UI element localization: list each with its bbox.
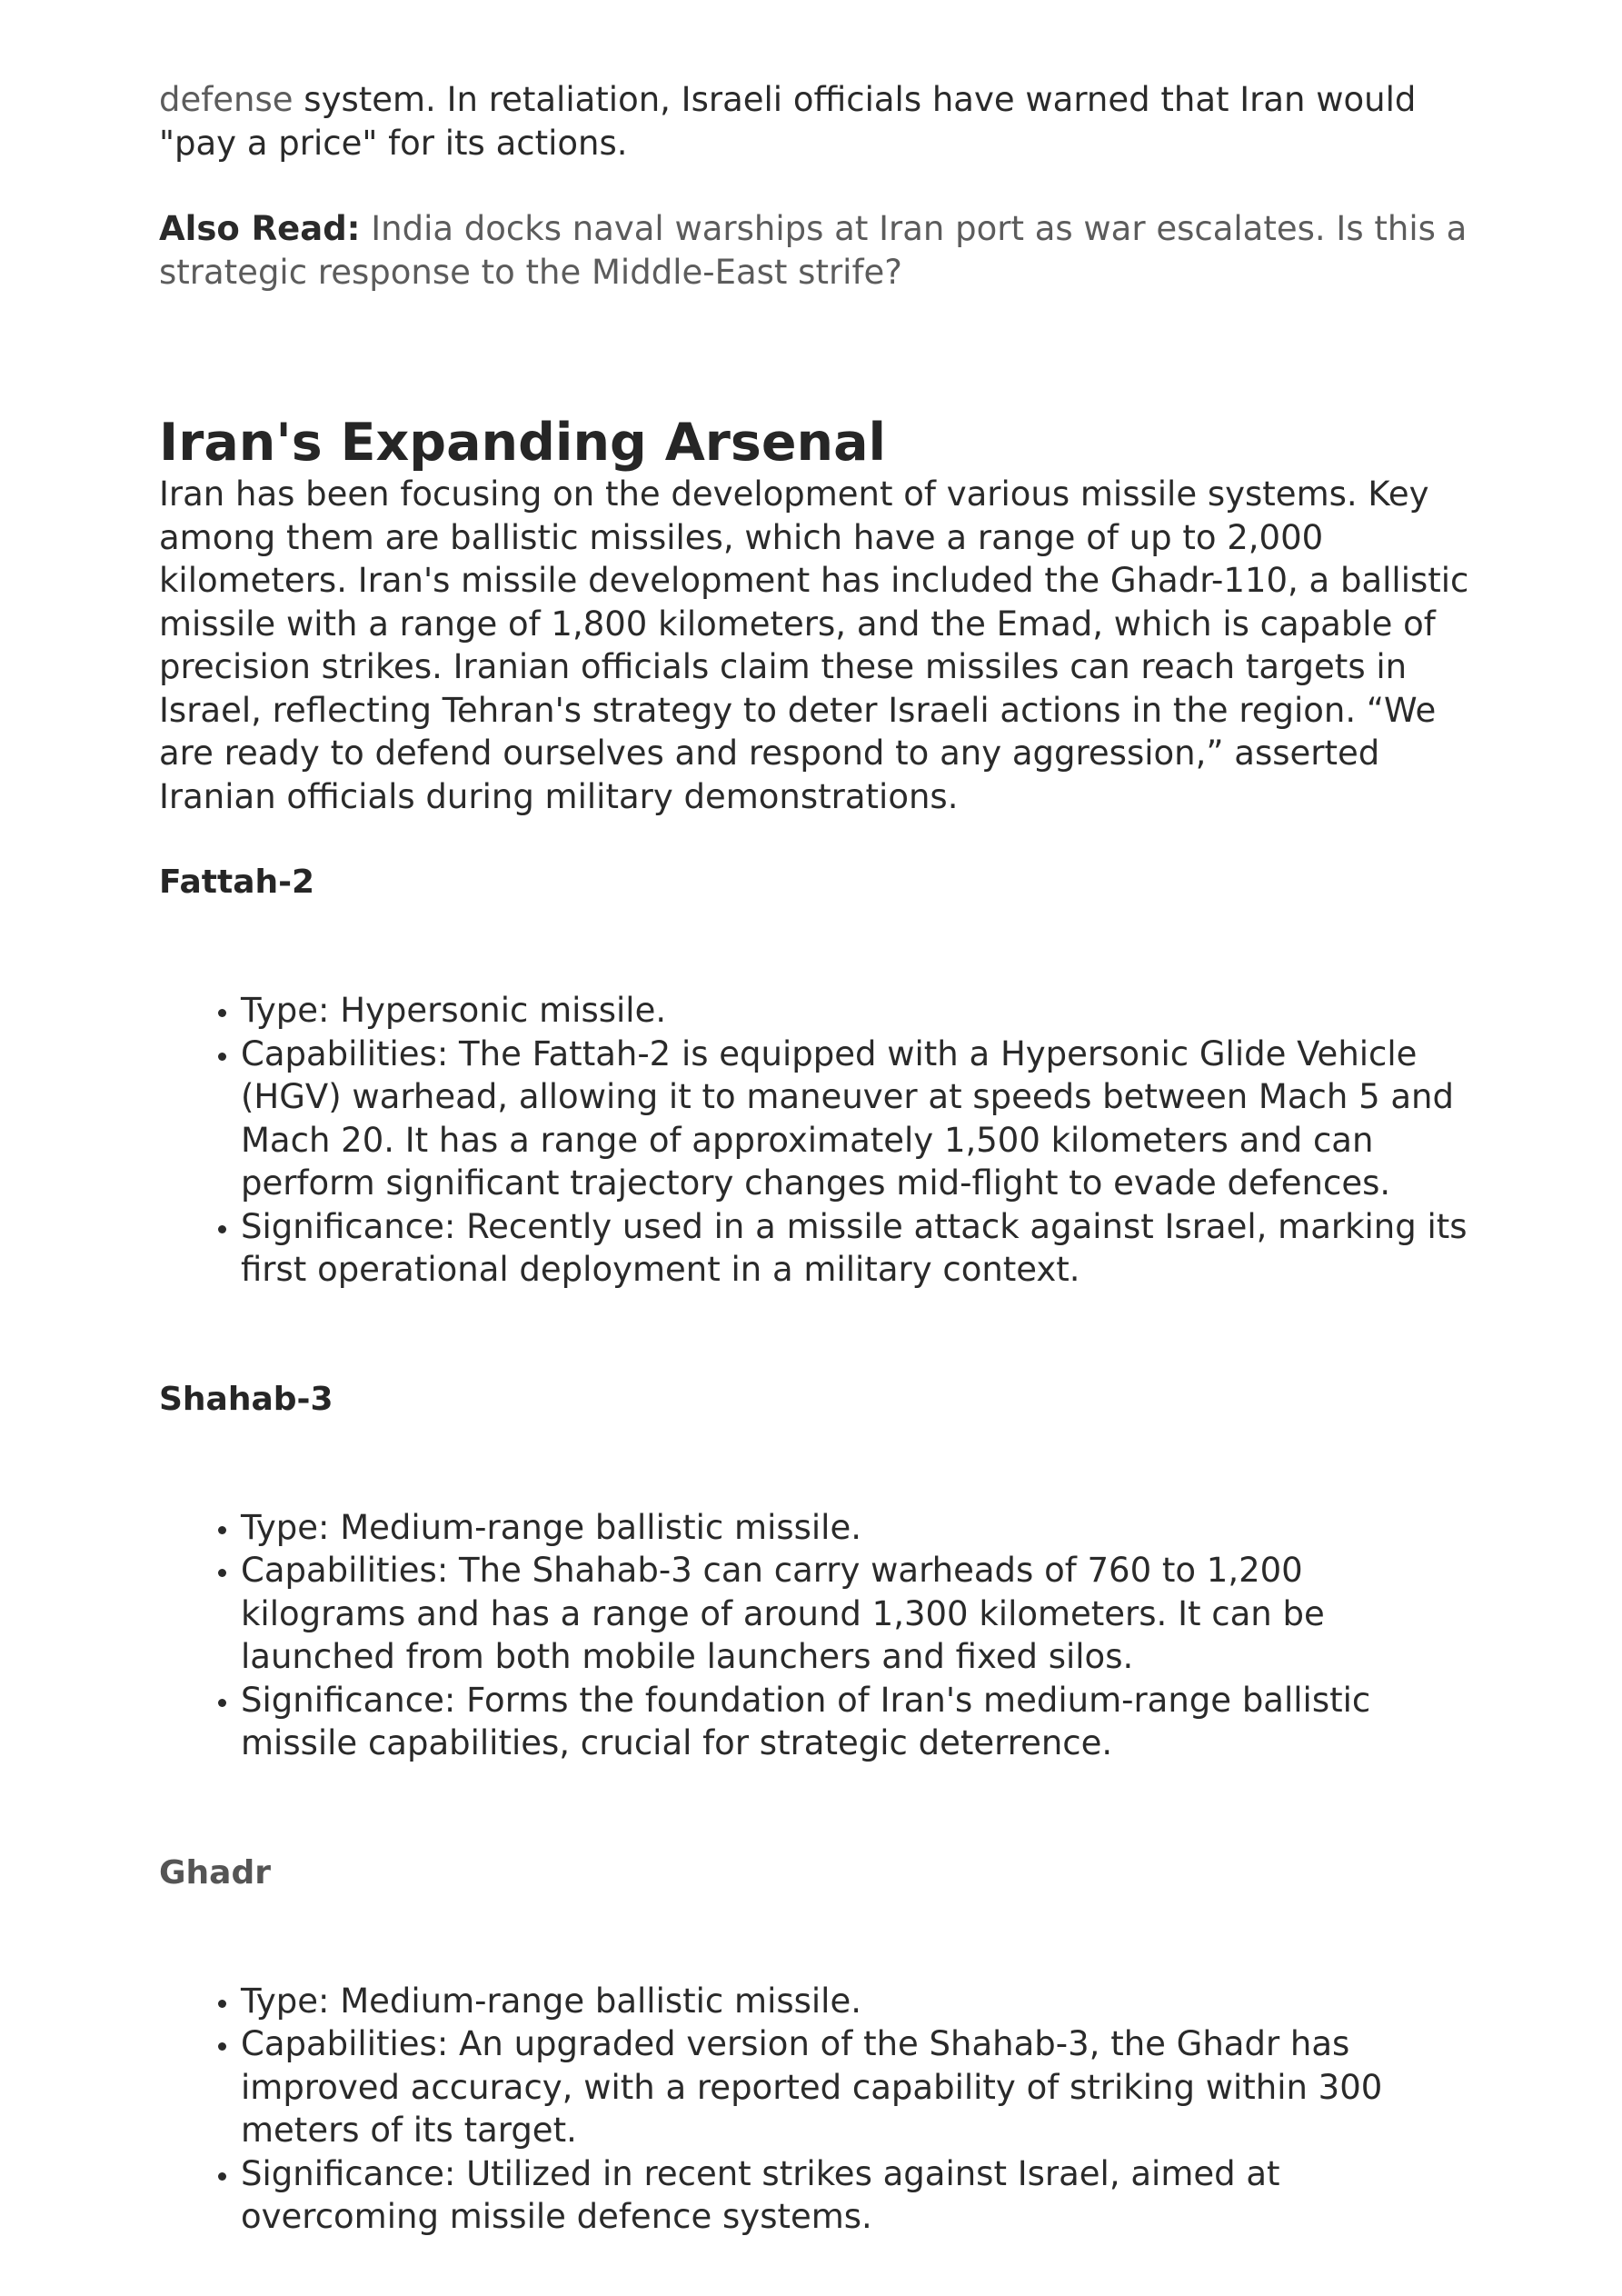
missile-list-ghadr [159, 1980, 1477, 2239]
section-title: Iran's Expanding Arsenal [159, 413, 887, 473]
missile-heading-ghadr[interactable]: Ghadr [159, 1853, 271, 1892]
list-item: • Type: Medium-range ballistic missile. [241, 1980, 1477, 2023]
top-paragraph-text: system. In retaliation, Israeli officials have warned that Iran would "pay a price" for its actions. [159, 80, 1417, 163]
list-item: • Type: Hypersonic missile. [241, 989, 1477, 1033]
list-item: • Type: Medium-range ballistic missile. [241, 1506, 1477, 1550]
also-read [159, 207, 1477, 294]
missile-list-fattah-2 [159, 989, 1477, 1292]
section-intro: Iran has been focusing on the development of various missile systems. Key among them are ballistic missiles, which have a range of up to 2,000 kilometers. Iran's missile development has included the Ghadr-110, a ballistic missile with a range of 1,800 kilometers, and the Emad, which is capable of precision strikes. Iranian officials claim these missiles can reach targets in Israel, reflecting Tehran's strategy to deter Israeli actions in the region. “We are ready to defend ourselves and respond to any aggression,” asserted Iranian officials during military demonstrations. [159, 474, 1469, 816]
list-item: • Capabilities: The Shahab-3 can carry warheads of 760 to 1,200 kilograms and has a range of around 1,300 kilometers. It can be launched from both mobile launchers and fixed silos. [241, 1549, 1477, 1679]
also-read-link[interactable]: India docks naval warships at Iran port as war escalates. Is this a strategic response to the Middle-East strife? [159, 209, 1468, 292]
defense-link[interactable]: defense [159, 80, 294, 119]
top-paragraph [159, 78, 1477, 165]
list-item: • Significance: Forms the foundation of Iran's medium-range ballistic missile capabilities, crucial for strategic deterrence. [241, 1679, 1477, 1765]
missile-heading-fattah-2: Fattah-2 [159, 863, 315, 901]
list-item: • Significance: Utilized in recent strikes against Israel, aimed at overcoming missile defence systems. [241, 2152, 1477, 2239]
missile-list-shahab-3 [159, 1506, 1477, 1765]
list-item: • Significance: Recently used in a missile attack against Israel, marking its first operational deployment in a military context. [241, 1205, 1477, 1292]
list-item: • Capabilities: An upgraded version of the Shahab-3, the Ghadr has improved accuracy, with a reported capability of striking within 300 meters of its target. [241, 2022, 1477, 2152]
also-read-label: Also Read: [159, 209, 361, 248]
article-body [159, 78, 1477, 2239]
list-item: • Capabilities: The Fattah-2 is equipped with a Hypersonic Glide Vehicle (HGV) warhead, allowing it to maneuver at speeds between Mach 5 and Mach 20. It has a range of approximately 1,500 kilometers and can perform significant trajectory changes mid-flight to evade defences. [241, 1033, 1477, 1205]
missile-heading-shahab-3: Shahab-3 [159, 1380, 333, 1418]
